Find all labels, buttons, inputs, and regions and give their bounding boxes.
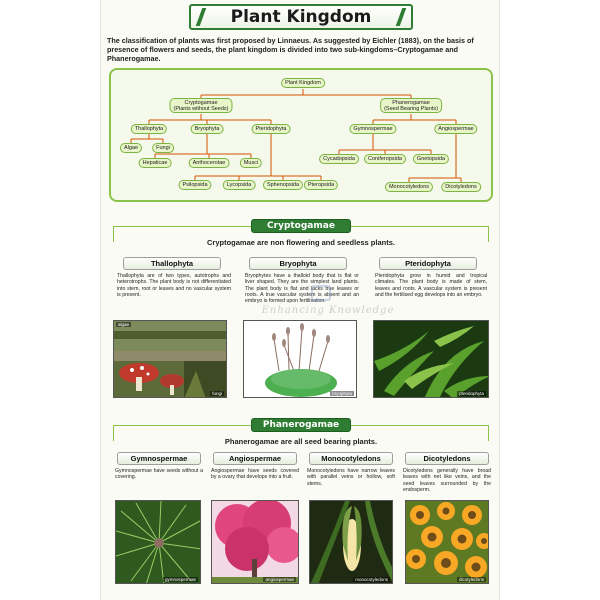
node-gymnospermae: Gymnospermae (349, 124, 396, 134)
node-phanerogamae-name: Phanerogamae (392, 99, 430, 106)
node-monocotyledons: Monocotyledons (385, 182, 433, 192)
section-header-cryptogamae: Cryptogamae (251, 219, 351, 233)
photo-label-bryophyta: bryophyta (332, 391, 352, 396)
flowering-tree-illustration (212, 501, 299, 584)
photo-label-monocotyledons: monocotyledons (355, 577, 388, 582)
section-header-phanerogamae: Phanerogamae (251, 418, 351, 432)
card-title-pteridophyta: Pteridophyta (379, 257, 477, 270)
watermark: Enhancing Knowledge (261, 305, 395, 316)
photo-label-dicotyledons: dicotyledons (458, 577, 484, 582)
pine-illustration (116, 501, 201, 584)
node-phanerogamae-desc: (Seed Bearing Plants) (384, 106, 438, 112)
node-cryptogamae-desc: (Plants without Seeds) (173, 106, 229, 112)
node-cryptogamae-name: Cryptogamae (184, 99, 218, 106)
node-anthocerotae: Anthocerotae (189, 158, 230, 168)
sunflower-illustration (406, 501, 489, 584)
node-gnetopsida: Gnetopsida (413, 154, 449, 164)
title-banner (189, 4, 413, 30)
node-coniferopsida: Coniferopsida (364, 154, 406, 164)
plant-kingdom-chart (100, 0, 500, 600)
photo-label-gymnospermae: gymnospermae (164, 577, 196, 582)
node-pteropsida: Pteropsida (304, 180, 338, 190)
node-thallophyta: Thallophyta (131, 124, 167, 134)
node-musci: Musci (240, 158, 262, 168)
node-cycadopsida: Cycadopsida (319, 154, 359, 164)
watermark-logo (311, 285, 331, 301)
photo-label-algae: algae (118, 322, 130, 327)
node-angiospermae: Angiospermae (434, 124, 477, 134)
card-text-bryophyta: Bryophytes have a thalloid body that is flat or liver shaped. They are the simplest land plants. The plant body is flat and lacks true leaves or roots. A true vascular system is absent and an embryo is formed upon fertilisation. (245, 273, 359, 305)
card-text-dicotyledons: Dicotyledons generally have broad leaves with net like veins, and the seed leaves surrounded by the endosperm. (403, 468, 491, 493)
card-text-gymnospermae: Gymnospermae have seeds without a covering. (115, 468, 203, 481)
card-title-angiospermae: Angiospermae (213, 452, 297, 465)
phanerogamae-subtitle: Phanerogamae are all seed bearing plants. (224, 437, 378, 446)
node-fungi: Fungi (152, 143, 174, 153)
photo-label-angiospermae: angiospermae (265, 577, 294, 582)
node-plant-kingdom: Plant Kingdom (281, 78, 325, 88)
node-psilopsida: Psilopsida (178, 180, 211, 190)
card-title-gymnospermae: Gymnospermae (117, 452, 201, 465)
node-lycopsida: Lycopsida (223, 180, 256, 190)
card-title-thallophyta: Thallophyta (123, 257, 221, 270)
node-algae: Algae (120, 143, 142, 153)
photo-pteridophyta (373, 320, 489, 398)
node-phanerogamae (380, 98, 442, 113)
photo-gymnospermae (115, 500, 201, 584)
node-pteridophyta: Pteridophyta (252, 124, 291, 134)
photo-label-pteridophyta: pteridophyta (459, 391, 484, 396)
node-sphenopsida: Sphenopsida (263, 180, 303, 190)
node-bryophyta: Bryophyta (191, 124, 224, 134)
card-title-monocotyledons: Monocotyledons (309, 452, 393, 465)
card-text-thallophyta: Thallophyta are of two types, autotrophs and heterotrophs. The plant body is not differentiated into stem, root or leaves and no vascular system is present. (117, 273, 231, 298)
photo-monocotyledons (309, 500, 393, 584)
maize-illustration (310, 501, 393, 584)
page-title: Plant Kingdom (230, 7, 372, 27)
photo-bryophyta (243, 320, 357, 398)
photo-label-fungi: fungi (212, 391, 222, 396)
card-text-monocotyledons: Monocotyledons have narrow leaves with parallel veins or hollow, soft stems. (307, 468, 395, 487)
photo-thallophyta (113, 320, 227, 398)
intro-text: The classification of plants was first proposed by Linnaeus. As suggested by Eichler (1883), on the basis of presence of flowers and seeds, the plant kingdom is divided into two sub-kingdoms–Cryptogamae and Phanerogamae. (107, 36, 474, 63)
card-title-dicotyledons: Dicotyledons (405, 452, 489, 465)
card-text-pteridophyta: Pteridophyta grow in humid and tropical climates. The plant body is made of stem, leaves and roots. A vascular system is present and the fertilised egg develops into an embryo. (375, 273, 487, 298)
node-hepaticae: Hepaticae (139, 158, 172, 168)
fern-illustration (374, 321, 489, 398)
card-title-bryophyta: Bryophyta (249, 257, 347, 270)
card-text-angiospermae: Angiospermae have seeds covered by a ovary that develops into a fruit. (211, 468, 299, 481)
node-dicotyledons: Dicotyledons (441, 182, 481, 192)
node-cryptogamae (169, 98, 232, 113)
classification-tree (109, 68, 493, 202)
moss-illustration (244, 321, 357, 398)
algae-fungi-illustration (114, 321, 227, 398)
photo-angiospermae (211, 500, 299, 584)
cryptogamae-subtitle: Cryptogamae are non flowering and seedless plants. (207, 238, 395, 247)
photo-dicotyledons (405, 500, 489, 584)
